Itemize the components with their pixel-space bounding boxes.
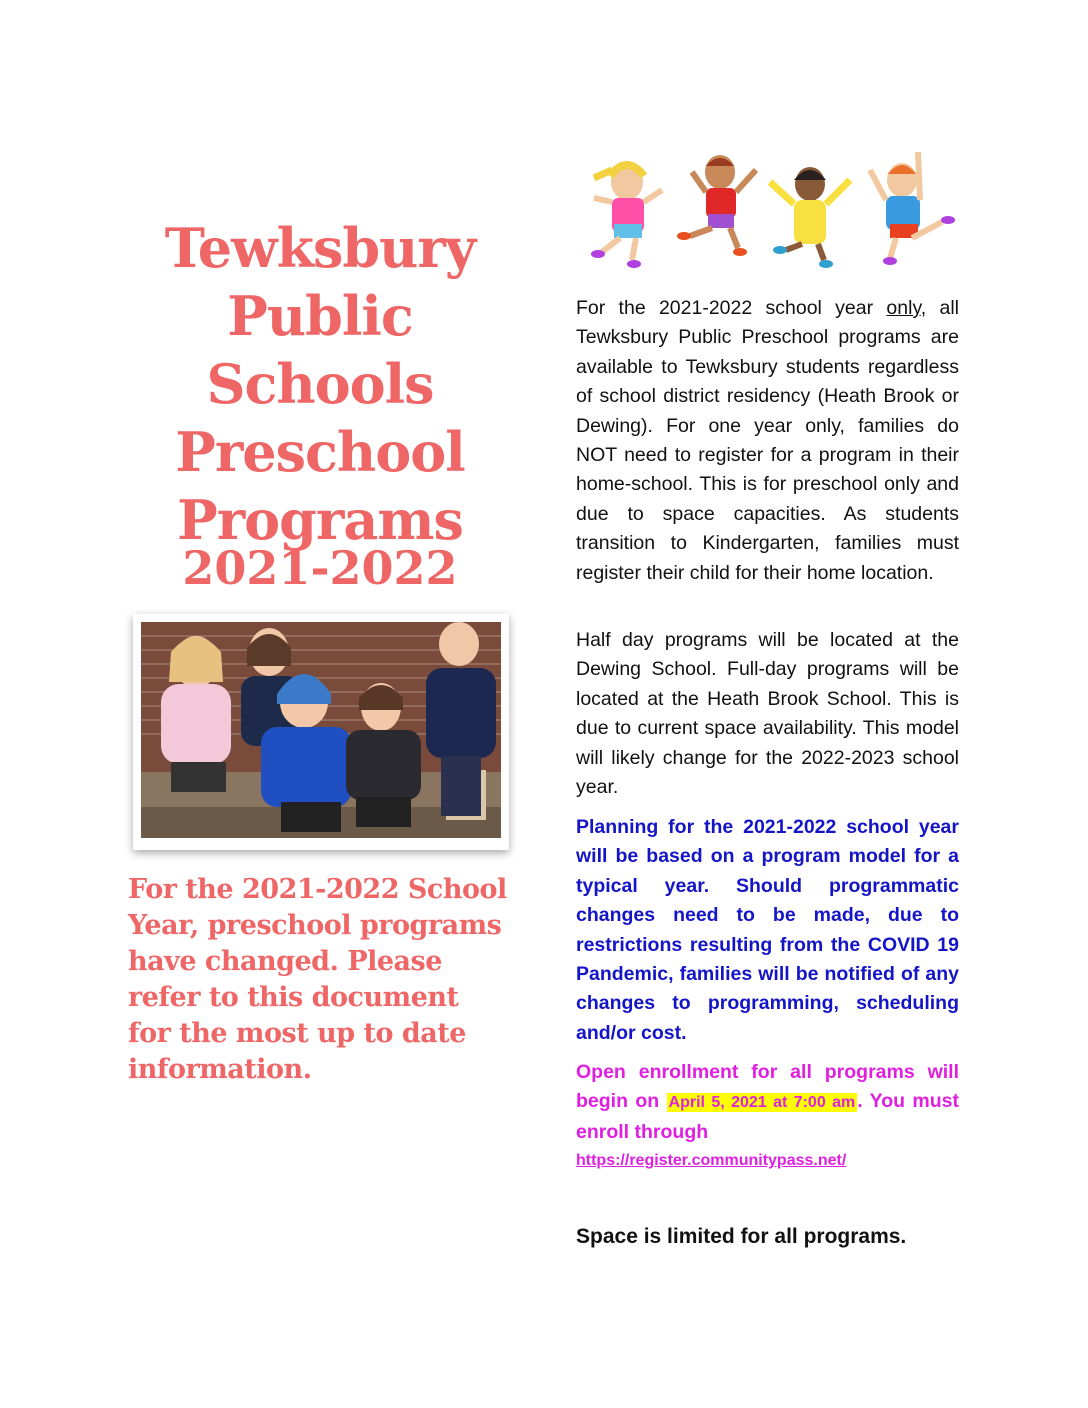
residency-text-rest: , all Tewksbury Public Preschool programs are available to Tewksbury students regardless of school district residency (Heath Brook or Dewing). For one year only, families do NOT need to register for a program in their home-school. This is for preschool only and due to space capacities. As students transition to Kindergarten, families must register their child for their home location.	[576, 297, 959, 584]
title-line-2: Public Schools	[206, 284, 434, 416]
locations-paragraph: Half day programs will be located at the Dewing School. Full-day programs will be located at the Heath Brook School. This is due to current space availability. This model will likely change for the 2022-2023 school year.	[576, 629, 959, 799]
space-limited-note: Space is limited for all programs.	[576, 1225, 907, 1248]
covid-planning-paragraph: Planning for the 2021-2022 school year will be based on a program model for a typical year. Should programmatic changes need to be made, due to restrictions resulting from the COVID 19 Pandemic, families will be notified of any changes to programming, scheduling and/or cost.	[576, 816, 959, 1044]
enrollment-date-highlight: April 5, 2021 at 7:00 am	[668, 1094, 856, 1112]
residency-paragraph	[576, 294, 959, 588]
title-line-4: Programs	[177, 488, 463, 552]
children-photo	[141, 622, 501, 838]
enrollment-text-start: Open enrollment for all programs will begin on	[576, 1061, 959, 1113]
title-line-1: Tewksbury	[164, 216, 476, 280]
residency-text-start: For the 2021-2022 school year	[576, 297, 887, 319]
enrollment-paragraph	[576, 1058, 959, 1175]
enrollment-text-end: . You must enroll through	[576, 1090, 960, 1143]
dancing-kids-illustration	[572, 140, 972, 270]
school-year-heading: 2021-2022	[182, 541, 458, 595]
programs-changed-note: For the 2021-2022 School Year, preschool programs have changed. Please refer to this document for the most up to date information.	[128, 874, 507, 1085]
only-underlined: only	[886, 297, 921, 319]
title-line-3: Preschool	[175, 420, 465, 484]
page-title	[120, 214, 520, 554]
registration-link[interactable]: https://register.communitypass.net/	[576, 1152, 847, 1170]
children-photo-frame	[133, 614, 509, 850]
